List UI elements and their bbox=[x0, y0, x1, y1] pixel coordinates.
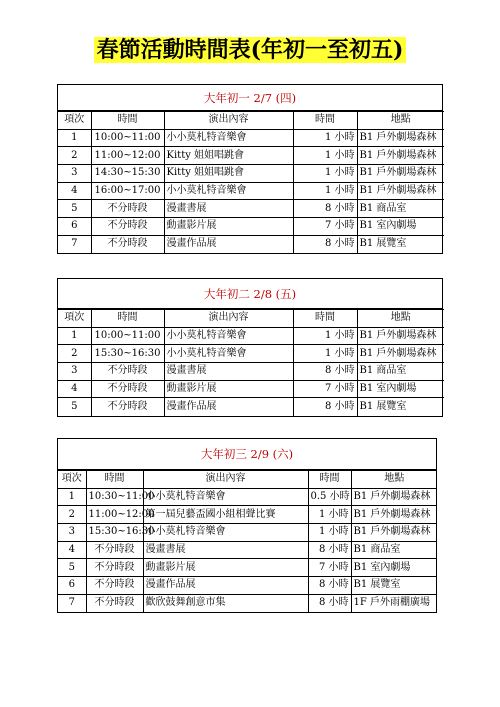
schedule-day-3 bbox=[57, 438, 437, 613]
table-row bbox=[58, 506, 437, 524]
cell-time: 不分時段 bbox=[91, 235, 164, 253]
cell-place: B1 戶外劇場森林 bbox=[357, 182, 444, 200]
cell-content: Kitty 姐姐唱跳會 bbox=[164, 165, 293, 183]
cell-place: B1 商品室 bbox=[351, 541, 437, 559]
cell-no: 1 bbox=[58, 488, 86, 506]
header-content: 演出內容 bbox=[143, 471, 308, 489]
cell-content: 小小莫札特音樂會 bbox=[164, 129, 293, 147]
cell-content: 漫畫書展 bbox=[143, 541, 308, 559]
cell-no: 4 bbox=[58, 541, 86, 559]
table-row bbox=[58, 577, 437, 595]
header-place: 地點 bbox=[357, 310, 444, 328]
cell-no: 1 bbox=[58, 327, 91, 345]
cell-content: Kitty 姐姐唱跳會 bbox=[164, 147, 293, 165]
cell-time: 不分時段 bbox=[91, 398, 164, 416]
header-time: 時間 bbox=[91, 310, 164, 328]
schedule-table bbox=[58, 309, 444, 416]
cell-no: 2 bbox=[58, 147, 91, 165]
cell-content: 動畫影片展 bbox=[164, 380, 293, 398]
cell-no: 2 bbox=[58, 345, 91, 363]
table-row bbox=[58, 165, 444, 183]
cell-content: 動畫影片展 bbox=[143, 559, 308, 577]
cell-place: B1 商品室 bbox=[357, 363, 444, 381]
cell-time: 不分時段 bbox=[86, 577, 143, 595]
cell-time: 14:30~15:30 bbox=[91, 165, 164, 183]
cell-place: B1 室內劇場 bbox=[357, 218, 444, 236]
table-row bbox=[58, 398, 444, 416]
cell-duration: 8 小時 bbox=[293, 200, 357, 218]
cell-duration: 8 小時 bbox=[308, 577, 351, 595]
page-title bbox=[0, 36, 500, 64]
header-no: 項次 bbox=[58, 112, 91, 130]
table-row bbox=[58, 327, 444, 345]
cell-place: B1 室內劇場 bbox=[351, 559, 437, 577]
cell-content: 第一屆兒藝盃國小組相聲比賽 bbox=[143, 506, 308, 524]
cell-place: B1 展覽室 bbox=[357, 235, 444, 253]
header-duration: 時間 bbox=[293, 112, 357, 130]
cell-time: 不分時段 bbox=[86, 594, 143, 612]
cell-time: 11:00~12:00 bbox=[86, 506, 143, 524]
cell-time: 15:30~16:30 bbox=[91, 345, 164, 363]
header-content: 演出內容 bbox=[164, 310, 293, 328]
cell-time: 10:00~11:00 bbox=[91, 327, 164, 345]
schedule-table bbox=[58, 111, 444, 253]
header-place: 地點 bbox=[357, 112, 444, 130]
table-row bbox=[58, 129, 444, 147]
cell-place: B1 戶外劇場森林 bbox=[357, 345, 444, 363]
schedule-day-2 bbox=[57, 278, 443, 417]
cell-content: 漫畫作品展 bbox=[164, 235, 293, 253]
table-row bbox=[58, 218, 444, 236]
cell-time: 10:00~11:00 bbox=[91, 129, 164, 147]
table-row bbox=[58, 488, 437, 506]
cell-place: 1F 戶外雨棚廣場 bbox=[351, 594, 437, 612]
cell-no: 3 bbox=[58, 524, 86, 542]
table-row bbox=[58, 541, 437, 559]
header-duration: 時間 bbox=[293, 310, 357, 328]
cell-no: 4 bbox=[58, 380, 91, 398]
header-place: 地點 bbox=[351, 471, 437, 489]
table-row bbox=[58, 200, 444, 218]
cell-duration: 8 小時 bbox=[293, 398, 357, 416]
cell-content: 歡欣鼓舞創意市集 bbox=[143, 594, 308, 612]
cell-place: B1 戶外劇場森林 bbox=[351, 506, 437, 524]
cell-content: 動畫影片展 bbox=[164, 218, 293, 236]
table-row bbox=[58, 345, 444, 363]
cell-duration: 1 小時 bbox=[308, 506, 351, 524]
cell-content: 漫畫作品展 bbox=[164, 398, 293, 416]
cell-time: 15:30~16:30 bbox=[86, 524, 143, 542]
cell-place: B1 商品室 bbox=[357, 200, 444, 218]
cell-place: B1 戶外劇場森林 bbox=[351, 524, 437, 542]
cell-no: 3 bbox=[58, 363, 91, 381]
table-header-row bbox=[58, 310, 444, 328]
schedule-day-1 bbox=[57, 84, 443, 254]
cell-time: 不分時段 bbox=[91, 218, 164, 236]
cell-duration: 8 小時 bbox=[308, 541, 351, 559]
cell-duration: 1 小時 bbox=[293, 165, 357, 183]
cell-place: B1 室內劇場 bbox=[357, 380, 444, 398]
cell-duration: 0.5 小時 bbox=[308, 488, 351, 506]
cell-duration: 8 小時 bbox=[293, 363, 357, 381]
cell-time: 不分時段 bbox=[86, 541, 143, 559]
cell-time: 10:30~11:00 bbox=[86, 488, 143, 506]
table-row bbox=[58, 182, 444, 200]
table-row bbox=[58, 363, 444, 381]
table-row bbox=[58, 235, 444, 253]
cell-content: 小小莫札特音樂會 bbox=[164, 327, 293, 345]
cell-no: 5 bbox=[58, 559, 86, 577]
table-header-row bbox=[58, 471, 437, 489]
cell-place: B1 戶外劇場森林 bbox=[357, 327, 444, 345]
table-header-row bbox=[58, 112, 444, 130]
cell-no: 7 bbox=[58, 235, 91, 253]
cell-no: 4 bbox=[58, 182, 91, 200]
cell-no: 7 bbox=[58, 594, 86, 612]
section-title: 大年初一 2/7 (四) bbox=[58, 85, 442, 111]
table-row bbox=[58, 559, 437, 577]
cell-duration: 8 小時 bbox=[308, 594, 351, 612]
cell-content: 小小莫札特音樂會 bbox=[164, 345, 293, 363]
cell-time: 不分時段 bbox=[91, 380, 164, 398]
cell-duration: 7 小時 bbox=[308, 559, 351, 577]
header-time: 時間 bbox=[86, 471, 143, 489]
cell-no: 1 bbox=[58, 129, 91, 147]
cell-content: 漫畫書展 bbox=[164, 363, 293, 381]
cell-place: B1 展覽室 bbox=[351, 577, 437, 595]
cell-place: B1 戶外劇場森林 bbox=[357, 147, 444, 165]
table-row bbox=[58, 380, 444, 398]
cell-place: B1 展覽室 bbox=[357, 398, 444, 416]
cell-duration: 7 小時 bbox=[293, 380, 357, 398]
cell-duration: 1 小時 bbox=[293, 327, 357, 345]
cell-content: 漫畫書展 bbox=[164, 200, 293, 218]
cell-content: 漫畫作品展 bbox=[143, 577, 308, 595]
cell-place: B1 戶外劇場森林 bbox=[357, 129, 444, 147]
cell-no: 2 bbox=[58, 506, 86, 524]
table-row bbox=[58, 147, 444, 165]
cell-no: 6 bbox=[58, 577, 86, 595]
header-duration: 時間 bbox=[308, 471, 351, 489]
cell-duration: 1 小時 bbox=[308, 524, 351, 542]
header-no: 項次 bbox=[58, 310, 91, 328]
cell-no: 5 bbox=[58, 398, 91, 416]
cell-time: 16:00~17:00 bbox=[91, 182, 164, 200]
cell-content: 小小莫札特音樂會 bbox=[164, 182, 293, 200]
section-title: 大年初二 2/8 (五) bbox=[58, 279, 442, 309]
cell-time: 不分時段 bbox=[86, 559, 143, 577]
header-content: 演出內容 bbox=[164, 112, 293, 130]
cell-content: 小小莫札特音樂會 bbox=[143, 524, 308, 542]
cell-time: 不分時段 bbox=[91, 363, 164, 381]
cell-duration: 1 小時 bbox=[293, 147, 357, 165]
cell-content: 小小莫札特音樂會 bbox=[143, 488, 308, 506]
section-title: 大年初三 2/9 (六) bbox=[58, 439, 436, 470]
page-title-text: 春節活動時間表(年初一至初五) bbox=[94, 37, 407, 63]
cell-duration: 1 小時 bbox=[293, 129, 357, 147]
table-row bbox=[58, 594, 437, 612]
cell-time: 11:00~12:00 bbox=[91, 147, 164, 165]
cell-duration: 7 小時 bbox=[293, 218, 357, 236]
header-no: 項次 bbox=[58, 471, 86, 489]
cell-place: B1 戶外劇場森林 bbox=[351, 488, 437, 506]
cell-duration: 1 小時 bbox=[293, 345, 357, 363]
cell-no: 5 bbox=[58, 200, 91, 218]
header-time: 時間 bbox=[91, 112, 164, 130]
schedule-table bbox=[58, 470, 437, 612]
cell-no: 6 bbox=[58, 218, 91, 236]
cell-place: B1 戶外劇場森林 bbox=[357, 165, 444, 183]
cell-time: 不分時段 bbox=[91, 200, 164, 218]
cell-duration: 1 小時 bbox=[293, 182, 357, 200]
table-row bbox=[58, 524, 437, 542]
cell-duration: 8 小時 bbox=[293, 235, 357, 253]
cell-no: 3 bbox=[58, 165, 91, 183]
